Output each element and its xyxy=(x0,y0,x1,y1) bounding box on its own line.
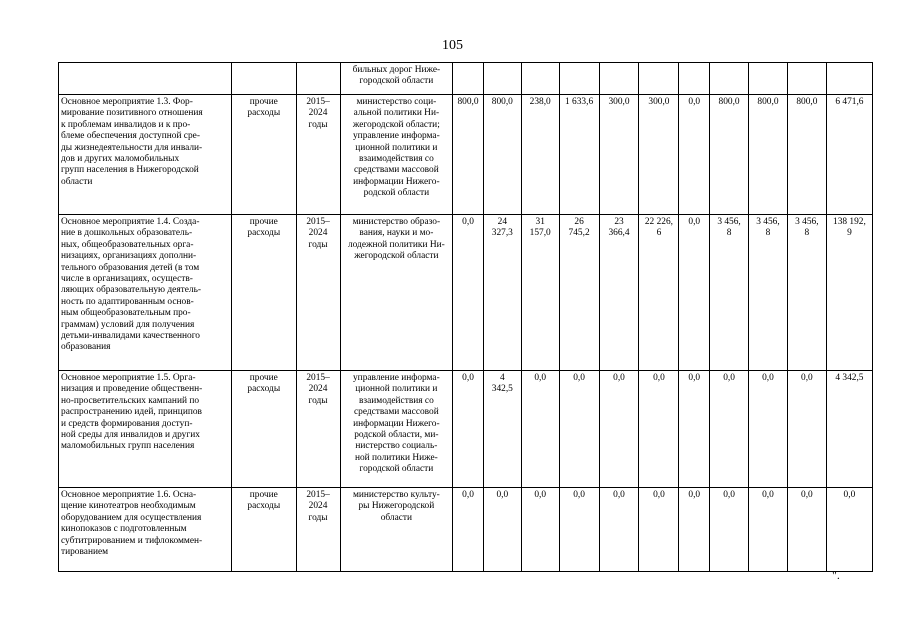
executor-cell xyxy=(340,63,453,95)
table-row xyxy=(59,488,873,572)
value-cell-text: 31 157,0 xyxy=(529,217,551,239)
value-cell-text: 138 192, 9 xyxy=(833,217,866,239)
value-cell xyxy=(521,215,559,371)
value-cell xyxy=(483,63,521,95)
measure-name-cell-text: Основное мероприятие 1.5. Орга- низация и проведение общественн- но-просветительских кампаний по распространению идей, принципов и средств формирования доступ- ной среды для инвалидов и других маломобильных групп населения xyxy=(61,373,203,452)
value-cell xyxy=(787,215,826,371)
executor-cell-text: министерство образо- вания, науки и мо- лодежной политики Ни- жегородской области xyxy=(347,217,445,262)
value-cell-text: 0,0 xyxy=(653,373,665,383)
years-cell xyxy=(296,63,340,95)
value-cell xyxy=(679,371,710,488)
value-cell-text: 0,0 xyxy=(723,490,735,500)
value-cell-text: 0,0 xyxy=(534,490,547,500)
expense-type-cell xyxy=(232,95,297,215)
value-cell xyxy=(826,95,872,215)
value-cell xyxy=(599,95,639,215)
measure-name-cell xyxy=(59,95,232,215)
value-cell-text: 300,0 xyxy=(608,97,630,107)
value-cell xyxy=(521,63,559,95)
executor-cell xyxy=(340,488,453,572)
value-cell-text: 23 366,4 xyxy=(608,217,630,239)
value-cell xyxy=(710,371,749,488)
expense-type-cell xyxy=(232,371,297,488)
value-cell-text: 800,0 xyxy=(718,97,740,107)
value-cell xyxy=(710,95,749,215)
value-cell xyxy=(749,371,788,488)
closing-quote: ". xyxy=(832,568,840,582)
value-cell xyxy=(710,215,749,371)
value-cell xyxy=(679,488,710,572)
expense-type-cell-text: прочие расходы xyxy=(247,97,281,119)
executor-cell-text: управление информа- ционной политики и взаимодействия со средствами массовой информации Нижего- родской области, ми- нистерство социаль- ной политики Ниже- городской области xyxy=(352,373,440,475)
value-cell-text: 3 456, 8 xyxy=(756,217,780,239)
value-cell-text: 800,0 xyxy=(457,97,479,107)
value-cell xyxy=(483,488,521,572)
value-cell xyxy=(679,95,710,215)
value-cell-text: 0,0 xyxy=(688,490,701,500)
value-cell-text: 300,0 xyxy=(648,97,670,107)
value-cell xyxy=(521,95,559,215)
value-cell xyxy=(639,371,679,488)
value-cell xyxy=(749,215,788,371)
value-cell-text: 0,0 xyxy=(573,373,585,383)
expense-type-cell-text: прочие расходы xyxy=(247,490,281,512)
value-cell xyxy=(639,95,679,215)
value-cell-text: 3 456, 8 xyxy=(795,217,819,239)
value-cell-text: 800,0 xyxy=(757,97,779,107)
executor-cell xyxy=(340,371,453,488)
value-cell-text: 0,0 xyxy=(688,97,701,107)
value-cell xyxy=(521,371,559,488)
value-cell xyxy=(559,63,599,95)
years-cell-text: 2015– 2024 годы xyxy=(306,97,330,130)
measure-name-cell xyxy=(59,215,232,371)
value-cell xyxy=(453,488,484,572)
years-cell xyxy=(296,95,340,215)
value-cell xyxy=(453,215,484,371)
value-cell xyxy=(599,371,639,488)
value-cell xyxy=(639,63,679,95)
expense-type-cell xyxy=(232,488,297,572)
measure-name-cell xyxy=(59,371,232,488)
value-cell xyxy=(559,488,599,572)
value-cell-text: 0,0 xyxy=(762,490,774,500)
executor-cell-text: министерство культу- ры Нижегородской области xyxy=(352,490,440,523)
page-number: 105 xyxy=(442,38,463,53)
value-cell-text: 6 471,6 xyxy=(835,97,864,107)
executor-cell-text: министерство соци- альной политики Ни- жегородской области; управление информа- ционной политики и взаимодействия со средствами массовой информации Нижего- родской области xyxy=(352,97,440,199)
value-cell-text: 0,0 xyxy=(613,490,625,500)
value-cell-text: 0,0 xyxy=(462,217,474,227)
program-measures-table xyxy=(58,62,873,572)
value-cell-text: 3 456, 8 xyxy=(717,217,741,239)
value-cell-text: 0,0 xyxy=(573,490,585,500)
value-cell xyxy=(787,63,826,95)
executor-cell xyxy=(340,215,453,371)
value-cell xyxy=(599,488,639,572)
value-cell xyxy=(599,63,639,95)
measure-name-cell-text: Основное мероприятие 1.4. Созда- ние в дошкольных образователь- ных, общеобразовательных орга- низациях, организациях дополни- тельного образования детей (в том числе в организациях, осуществ- ляющих образовательную деятель- ность по адаптированным основ- ным общеобразовательным про- граммам) условий для получения детьми-инвалидами качественного образования xyxy=(61,217,201,353)
value-cell-text: 0,0 xyxy=(723,373,735,383)
value-cell xyxy=(483,95,521,215)
value-cell-text: 0,0 xyxy=(762,373,774,383)
expense-type-cell xyxy=(232,63,297,95)
value-cell xyxy=(826,371,872,488)
value-cell xyxy=(749,95,788,215)
value-cell-text: 0,0 xyxy=(801,373,813,383)
value-cell xyxy=(639,215,679,371)
value-cell xyxy=(787,371,826,488)
value-cell-text: 238,0 xyxy=(529,97,551,107)
value-cell-text: 26 745,2 xyxy=(568,217,590,239)
value-cell xyxy=(826,63,872,95)
value-cell-text: 0,0 xyxy=(843,490,856,500)
expense-type-cell xyxy=(232,215,297,371)
table-row xyxy=(59,95,873,215)
value-cell-text: 4 342,5 xyxy=(491,373,513,395)
value-cell xyxy=(679,215,710,371)
value-cell xyxy=(521,488,559,572)
value-cell-text: 0,0 xyxy=(801,490,813,500)
years-cell xyxy=(296,488,340,572)
value-cell xyxy=(749,63,788,95)
value-cell xyxy=(599,215,639,371)
years-cell xyxy=(296,371,340,488)
measure-name-cell xyxy=(59,488,232,572)
years-cell xyxy=(296,215,340,371)
value-cell-text: 0,0 xyxy=(462,490,474,500)
value-cell xyxy=(453,371,484,488)
value-cell-text: 0,0 xyxy=(534,373,547,383)
value-cell xyxy=(453,63,484,95)
value-cell-text: 24 327,3 xyxy=(491,217,513,239)
value-cell xyxy=(483,371,521,488)
value-cell-text: 800,0 xyxy=(491,97,513,107)
executor-cell-text: бильных дорог Ниже- городской области xyxy=(352,65,441,87)
years-cell-text: 2015– 2024 годы xyxy=(306,217,330,250)
value-cell-text: 0,0 xyxy=(688,217,701,227)
executor-cell xyxy=(340,95,453,215)
value-cell xyxy=(679,63,710,95)
value-cell-text: 0,0 xyxy=(613,373,625,383)
value-cell-text: 0,0 xyxy=(653,490,665,500)
value-cell-text: 0,0 xyxy=(462,373,474,383)
value-cell-text: 1 633,6 xyxy=(565,97,594,107)
table-row xyxy=(59,63,873,95)
value-cell xyxy=(749,488,788,572)
value-cell xyxy=(483,215,521,371)
value-cell xyxy=(559,371,599,488)
value-cell xyxy=(826,488,872,572)
years-cell-text: 2015– 2024 годы xyxy=(306,490,330,523)
value-cell xyxy=(826,215,872,371)
expense-type-cell-text: прочие расходы xyxy=(247,217,281,239)
years-cell-text: 2015– 2024 годы xyxy=(306,373,330,406)
value-cell xyxy=(710,63,749,95)
measure-name-cell-text: Основное мероприятие 1.6. Осна- щение кинотеатров необходимым оборудованием для осуществления кинопоказов с подготовленным субтитрированием и тифлокоммен- тированием xyxy=(61,490,203,558)
value-cell xyxy=(453,95,484,215)
value-cell xyxy=(787,95,826,215)
table-row xyxy=(59,371,873,488)
value-cell-text: 4 342,5 xyxy=(835,373,864,383)
value-cell-text: 0,0 xyxy=(496,490,509,500)
value-cell-text: 22 226, 6 xyxy=(644,217,673,239)
value-cell-text: 0,0 xyxy=(688,373,701,383)
value-cell-text: 800,0 xyxy=(796,97,818,107)
value-cell xyxy=(639,488,679,572)
table-row xyxy=(59,215,873,371)
expense-type-cell-text: прочие расходы xyxy=(247,373,281,395)
value-cell xyxy=(787,488,826,572)
value-cell xyxy=(559,215,599,371)
measure-name-cell-text: Основное мероприятие 1.3. Фор- мирование позитивного отношения к проблемам инвалидов и к про- блеме обеспечения доступной сре- ды жизнедеятельности для инвали- дов и других маломобильных групп населения в Нижегородской области xyxy=(61,97,203,187)
measure-name-cell xyxy=(59,63,232,95)
value-cell xyxy=(559,95,599,215)
value-cell xyxy=(710,488,749,572)
